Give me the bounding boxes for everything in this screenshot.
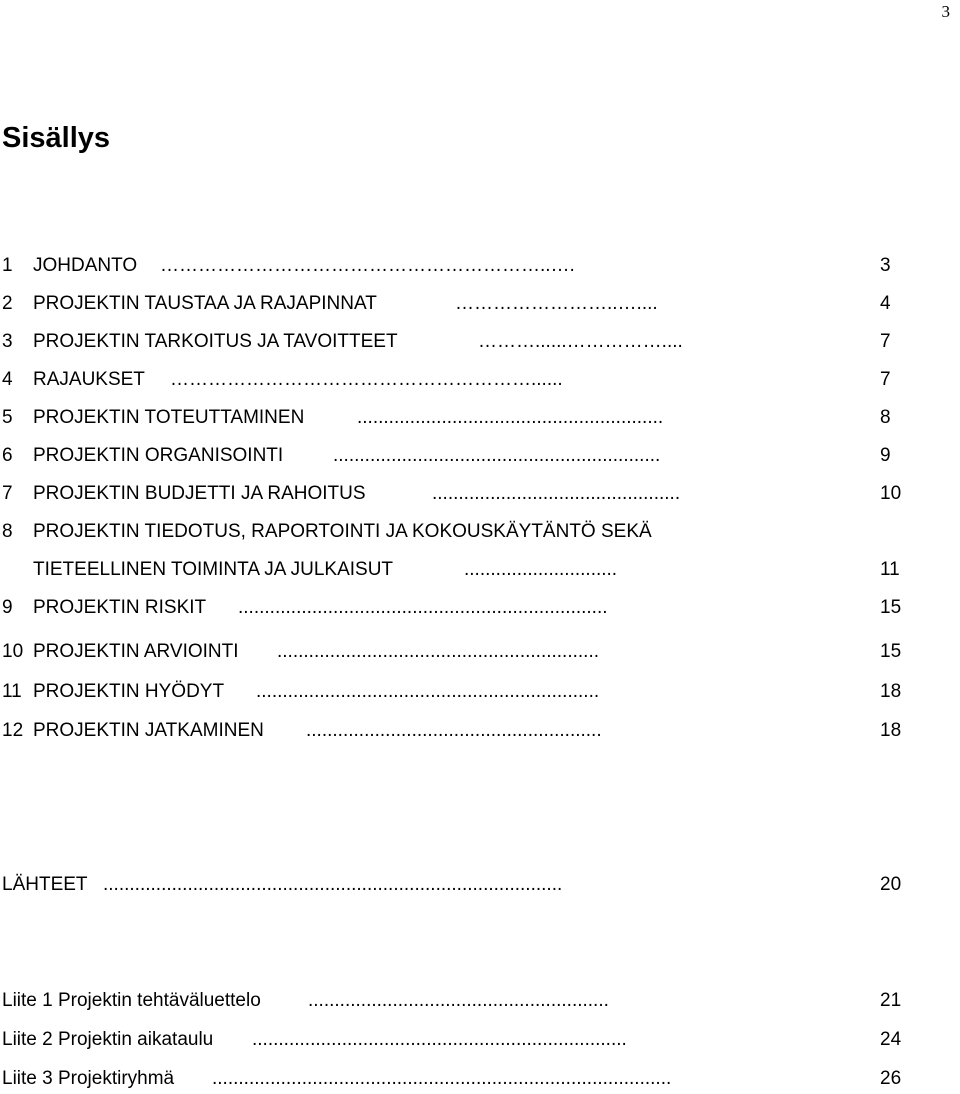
toc-dot-leader: ………......…………….... <box>478 331 683 352</box>
toc-entry[interactable] <box>0 365 910 395</box>
toc-entry-page: 21 <box>880 990 902 1011</box>
toc-entry-number: 9 <box>2 597 13 618</box>
toc-entry-page: 15 <box>880 597 902 618</box>
toc-appendix-entry[interactable] <box>0 1064 910 1094</box>
toc-dot-leader: ....................................................................................... <box>103 874 563 895</box>
toc-entry-page: 7 <box>880 331 891 352</box>
toc-entry-number: 6 <box>2 445 13 466</box>
toc-dot-leader: .............................................................. <box>333 445 661 466</box>
toc-entry-page: 8 <box>880 407 891 428</box>
toc-entry[interactable] <box>0 479 910 509</box>
toc-entry-title: Liite 1 Projektin tehtäväluettelo <box>2 990 261 1011</box>
toc-entry-title: PROJEKTIN TAUSTAA JA RAJAPINNAT <box>33 293 377 314</box>
toc-appendix-entry[interactable] <box>0 1025 910 1055</box>
toc-entry-title: RAJAUKSET <box>33 369 145 390</box>
toc-entry-title: PROJEKTIN ARVIOINTI <box>33 641 239 662</box>
toc-entry-page: 9 <box>880 445 891 466</box>
toc-entry-page: 26 <box>880 1068 902 1089</box>
toc-entry-page: 24 <box>880 1029 902 1050</box>
toc-entry-title: PROJEKTIN ORGANISOINTI <box>33 445 284 466</box>
toc-dot-leader: …………………………………………………...... <box>170 369 563 390</box>
toc-entry-page: 11 <box>880 559 900 580</box>
toc-dot-leader: ...................................................................... <box>238 597 608 618</box>
toc-entry[interactable] <box>0 716 910 746</box>
toc-entry[interactable] <box>0 677 910 707</box>
toc-appendix-entry[interactable] <box>0 986 910 1016</box>
toc-entry-number: 11 <box>2 681 22 702</box>
toc-dot-leader: ............................. <box>464 559 618 580</box>
page-number: 3 <box>941 2 950 21</box>
toc-entry[interactable] <box>0 289 910 319</box>
toc-entry-page: 20 <box>880 874 902 895</box>
toc-entry-title: LÄHTEET <box>2 874 88 895</box>
toc-entry-title-continued: TIETEELLINEN TOIMINTA JA JULKAISUT <box>33 559 394 580</box>
toc-dot-leader: ....................................................................................... <box>212 1068 672 1089</box>
toc-sources-entry[interactable] <box>0 870 910 900</box>
toc-entry[interactable] <box>0 593 910 623</box>
toc-dot-leader: ............................................... <box>432 483 681 504</box>
toc-entry[interactable] <box>0 441 910 471</box>
toc-dot-leader: .......................................................... <box>357 407 664 428</box>
toc-entry[interactable] <box>0 251 910 281</box>
toc-dot-leader: ……………………………………………………..…. <box>160 255 575 276</box>
toc-entry-page: 18 <box>880 681 902 702</box>
toc-entry-number: 10 <box>2 641 24 662</box>
toc-heading: Sisällys <box>2 122 111 154</box>
toc-entry-title: PROJEKTIN JATKAMINEN <box>33 720 264 741</box>
toc-entry-number: 3 <box>2 331 13 352</box>
toc-entry-title: PROJEKTIN RISKIT <box>33 597 207 618</box>
toc-entry-page: 4 <box>880 293 891 314</box>
toc-entry-page: 10 <box>880 483 902 504</box>
toc-dot-leader: ........................................................ <box>306 720 602 741</box>
toc-entry-title: Liite 3 Projektiryhmä <box>2 1068 175 1089</box>
toc-entry[interactable] <box>0 517 910 547</box>
toc-entry-number: 2 <box>2 293 13 314</box>
toc-dot-leader: ................................................................. <box>256 681 600 702</box>
toc-entry[interactable] <box>0 637 910 667</box>
toc-entry-title: JOHDANTO <box>33 255 138 276</box>
toc-dot-leader: ....................................................................... <box>252 1029 627 1050</box>
toc-entry-number: 12 <box>2 720 24 741</box>
toc-entry-number: 1 <box>2 255 13 276</box>
toc-entry-title: PROJEKTIN TARKOITUS JA TAVOITTEET <box>33 331 398 352</box>
toc-entry-title: Liite 2 Projektin aikataulu <box>2 1029 214 1050</box>
toc-entry[interactable] <box>0 327 910 357</box>
toc-dot-leader: ......................................................... <box>308 990 609 1011</box>
toc-dot-leader: ……………………..….... <box>455 293 658 314</box>
toc-entry-number: 7 <box>2 483 13 504</box>
toc-entry-number: 4 <box>2 369 13 390</box>
toc-entry-page: 7 <box>880 369 891 390</box>
toc-entry-title: PROJEKTIN TOTEUTTAMINEN <box>33 407 305 428</box>
toc-entry-page: 18 <box>880 720 902 741</box>
toc-entry-page: 15 <box>880 641 902 662</box>
toc-entry-title: PROJEKTIN HYÖDYT <box>33 681 225 702</box>
toc-entry-page: 3 <box>880 255 891 276</box>
toc-entry-continuation[interactable] <box>0 555 910 585</box>
toc-entry-title: PROJEKTIN BUDJETTI JA RAHOITUS <box>33 483 366 504</box>
toc-dot-leader: ............................................................. <box>277 641 600 662</box>
toc-entry-number: 8 <box>2 521 13 542</box>
toc-entry[interactable] <box>0 403 910 433</box>
toc-entry-title: PROJEKTIN TIEDOTUS, RAPORTOINTI JA KOKOUSKÄYTÄNTÖ SEKÄ <box>33 521 652 542</box>
toc-entry-number: 5 <box>2 407 13 428</box>
